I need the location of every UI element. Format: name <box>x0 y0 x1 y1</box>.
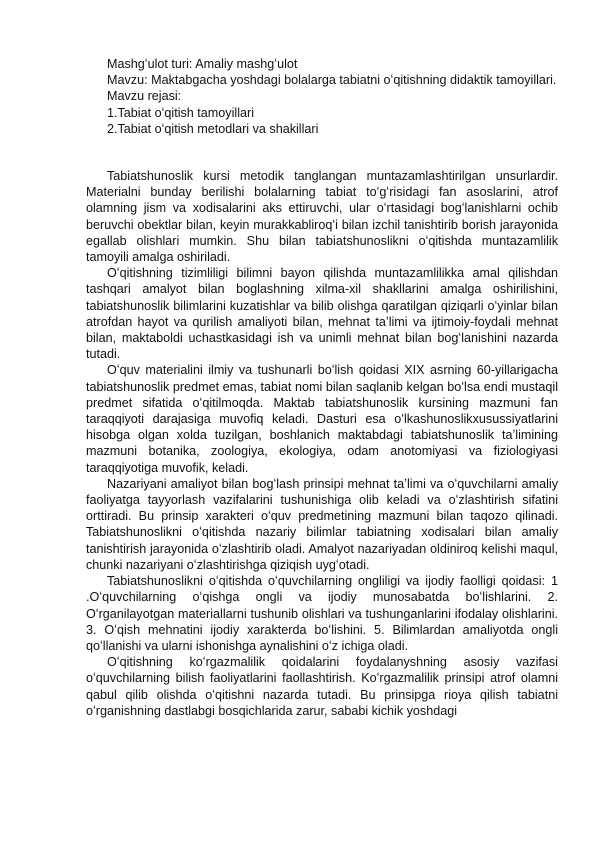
lesson-topic: Mavzu: Maktabgacha yoshdagi bolalarga tabiatni oʻqitishning didaktik tamoyillari. <box>107 73 557 88</box>
body-paragraph: Tabiatshunoslik kursi metodik tanglangan muntazamlashtirilgan unsurlardir. Materialni bunday berilishi bolalarning tabiat toʻgʻrisidagi fan asoslarini, atrof olamning jism va xodisalarini aks ettiruvchi, ular oʻrtasidagi bogʻlanishlarni ochib beruvchi obektlar bilan, keyin murakkabliroqʻi bilan izchil tanishtirib borish jarayonida egallab olishlari mumkin. Shu bilan tabiatshunoslikni oʻqitishda muntazamlilik tamoyili amalga oshiriladi. <box>86 169 558 265</box>
body-paragraph: Tabiatshunoslikni oʻqitishda oʻquvchilarning ongliligi va ijodiy faolligi qoidasi: 1 .Oʻquvchilarning oʻqishga ongli va ijodiy munosabatda boʻlishlarini. 2. Oʻrganilayotgan materiallarni tushunib olishlari va tushunganlarini ifodalay olishlarini. 3. Oʻqish mehnatini ijodiy xarakterda boʻlishini. 5. Bilimlardan amaliyotda ongli qoʻllanishi va ularni ishonishga aynalishini oʻz ichiga oladi. <box>86 574 558 653</box>
plan-item: 1.Tabiat oʻqitish tamoyillari <box>107 105 254 120</box>
plan-item: 2.Tabiat oʻqitish metodlari va shakillari <box>107 121 319 136</box>
body-paragraph: Oʻquv materialini ilmiy va tushunarli boʻlish qoidasi XIX asrning 60-yillarigacha tabiatshunoslik predmet emas, tabiat nomi bilan saqlanib kelgan boʻlsa endi mustaqil predmet sifatida oʻqitilmoqda. Maktab tabiatshunoslik kursining mazmuni fan taraqqiyoti darajasiga muvofiq keladi. Dasturi esa oʻlkashunoslikxusussiyatlarini hisobga olgan xolda tuzilgan, boshlanich maktabdagi tabiatshunoslik taʼlimining mazmuni botanika, zoologiya, ekologiya, odam anotomiyasi va fiziologiyasi taraqqiyotiga muvofik, keladi. <box>86 363 558 475</box>
body-paragraph: Oʻqitishning tizimliligi bilimni bayon qilishda muntazamlilikka amal qilishdan tashqari amalyot bilan boglashning xilma-xil shakllarini amalga oshirilishini, tabiatshunoslik bilimlarini kuzatishlar va bilib olishga qaratilgan qiziqarli oʻyinlar bilan atrofdan hayot va qurilish amaliyoti bilan, mehnat taʼlimi va ijtimoiy-foydali mehnat bilan, maktaboldi uchastkasidagi ish va unimli mehnat bilan bogʻlanishini nazarda tutadi. <box>86 266 558 362</box>
section-gap <box>86 137 558 168</box>
body-paragraph: Nazariyani amaliyot bilan bogʻlash prinsipi mehnat taʼlimi va oʻquvchilarni amaliy faoliyatga tayyorlash vazifalarini tushunishiga olib keladi va oʻzlashtirish sifatini orttiradi. Bu prinsip xarakteri oʻquv predmetining mazmuni bilan taqozo qilinadi. Tabiatshunoslikni oʻqitishda nazariy bilimlar tabiatning xodisalari bilan amaliy tanishtirish jarayonida oʻzlashtirib oladi. Amalyot nazariyadan oldiniroq kelishi maqul, chunki nazariyani oʻzlashtirishga qiziqish uygʻotadi. <box>86 476 558 572</box>
plan-title: Mavzu rejasi: <box>107 89 182 104</box>
body-paragraph: Oʻqitishning koʻrgazmalilik qoidalarini foydalanyshning asosiy vazifasi oʻquvchilarning bilish faoliyatlarini faollashtirish. Koʻrgazmalilik prinsipi atrof olamni qabul qilib olishda oʻqitishni nazarda tutadi. Bu prinsipga rioya qilish tabiatni oʻrganishning dastlabgi bosqichlarida zarur, sababi kichik yoshdagi <box>86 655 558 718</box>
lesson-type: Mashgʻulot turi: Amaliy mashgʻulot <box>107 57 298 71</box>
